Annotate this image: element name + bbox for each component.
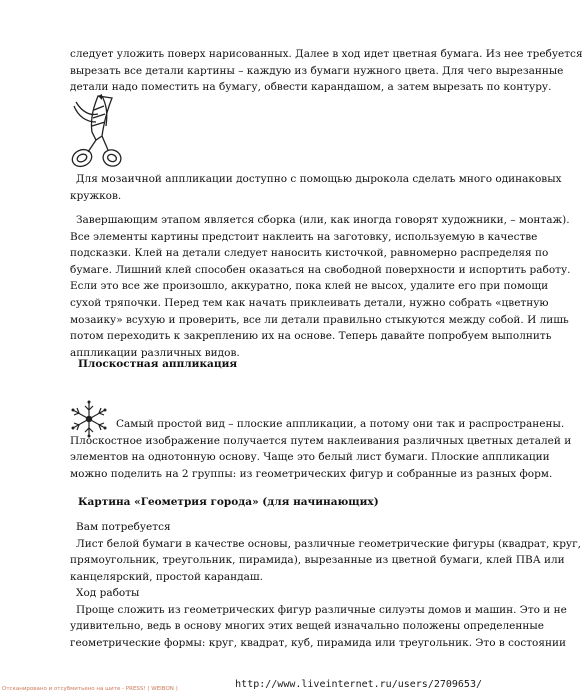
text-line: геометрические формы: круг, квадрат, куб, пирамида или треугольник. Это в состоянии — [70, 636, 566, 649]
text-line: Если это все же произошло, аккуратно, пока клей не высох, удалите его при помощи — [70, 280, 549, 293]
text-line: Самый простой вид – плоские аппликации, а потому они так и распространены. — [116, 418, 565, 430]
source-url[interactable]: http://www.liveinternet.ru/users/2709653/ — [235, 679, 482, 690]
text-line: вырезать все детали картины – каждую из бумаги нужного цвета. Для чего вырезанные — [70, 64, 564, 77]
text-line: потом переходить к закреплению их на основе. Теперь давайте попробуем выполнить — [70, 330, 552, 343]
text-line: подсказки. Клей на детали следует наносить кисточкой, равномерно распределяя по — [70, 247, 549, 260]
text-line: аппликации различных видов. — [70, 346, 240, 359]
text-line: бумаге. Лишний клей способен оказаться на свободной поверхности и испортить работу. — [70, 263, 571, 276]
text-line: элементов на однотонную основу. Чаще это белый лист бумаги. Плоские аппликации — [70, 451, 550, 464]
text-line: Завершающим этапом является сборка (или, как иногда говорят художники, – монтаж). — [76, 214, 570, 226]
text-line: можно поделить на 2 группы: из геометрических фигур и собранные из разных форм. — [70, 467, 553, 480]
text-line: мозаику» всухую и проверить, все ли детали правильно стыкуются между собой. И лишь — [70, 313, 569, 326]
text-line: следует уложить поверх нарисованных. Далее в ход идет цветная бумага. Из нее требуется — [70, 48, 583, 60]
text-line: прямоугольник, треугольник, пирамида), вырезанные из цветной бумаги, клей ПВА или — [70, 554, 565, 567]
text-line: Проще сложить из геометрических фигур различные силуэты домов и машин. Это и не — [76, 603, 567, 616]
text-line: удивительно, ведь в основу многих этих вещей изначально положены определенные — [70, 620, 544, 633]
text-line: канцелярский, простой карандаш. — [70, 570, 263, 583]
text-line: сухой тряпочки. Перед тем как начать приклеивать детали, нужно собрать «цветную — [70, 296, 549, 309]
paragraph-punch — [70, 171, 562, 204]
text-line: Вам потребуется — [76, 521, 171, 533]
scan-credit: Отсканировано и отсубмитьено на шите - PRESS! ( WEIBON ) — [2, 686, 178, 692]
paragraph-assembly — [70, 212, 571, 361]
text-line: кружков. — [70, 189, 122, 202]
text-line: детали надо поместить на бумагу, обвести карандашом, а затем вырезать по контуру. — [70, 81, 552, 94]
text-line: Для мозаичной аппликации доступно с помощью дырокола сделать много одинаковых — [76, 173, 562, 185]
text-line: Плоскостное изображение получается путем наклеивания различных цветных деталей и — [70, 434, 572, 447]
heading-flat-applique: Плоскостная аппликация — [78, 358, 238, 370]
text-line: Все элементы картины предстоит наклеить на заготовку, используемую в качестве — [70, 230, 538, 243]
heading-city-geometry: Картина «Геометрия города» (для начинающих) — [78, 496, 379, 508]
text-line: Ход работы — [76, 587, 140, 599]
paragraph-cutting — [70, 46, 583, 96]
paragraph-materials — [70, 519, 581, 585]
paragraph-work-process — [70, 585, 567, 651]
text-line: Лист белой бумаги в качестве основы, различные геометрические фигуры (квадрат, круг, — [76, 537, 581, 550]
scissors-icon — [68, 92, 130, 172]
paragraph-flat-types — [70, 416, 572, 482]
